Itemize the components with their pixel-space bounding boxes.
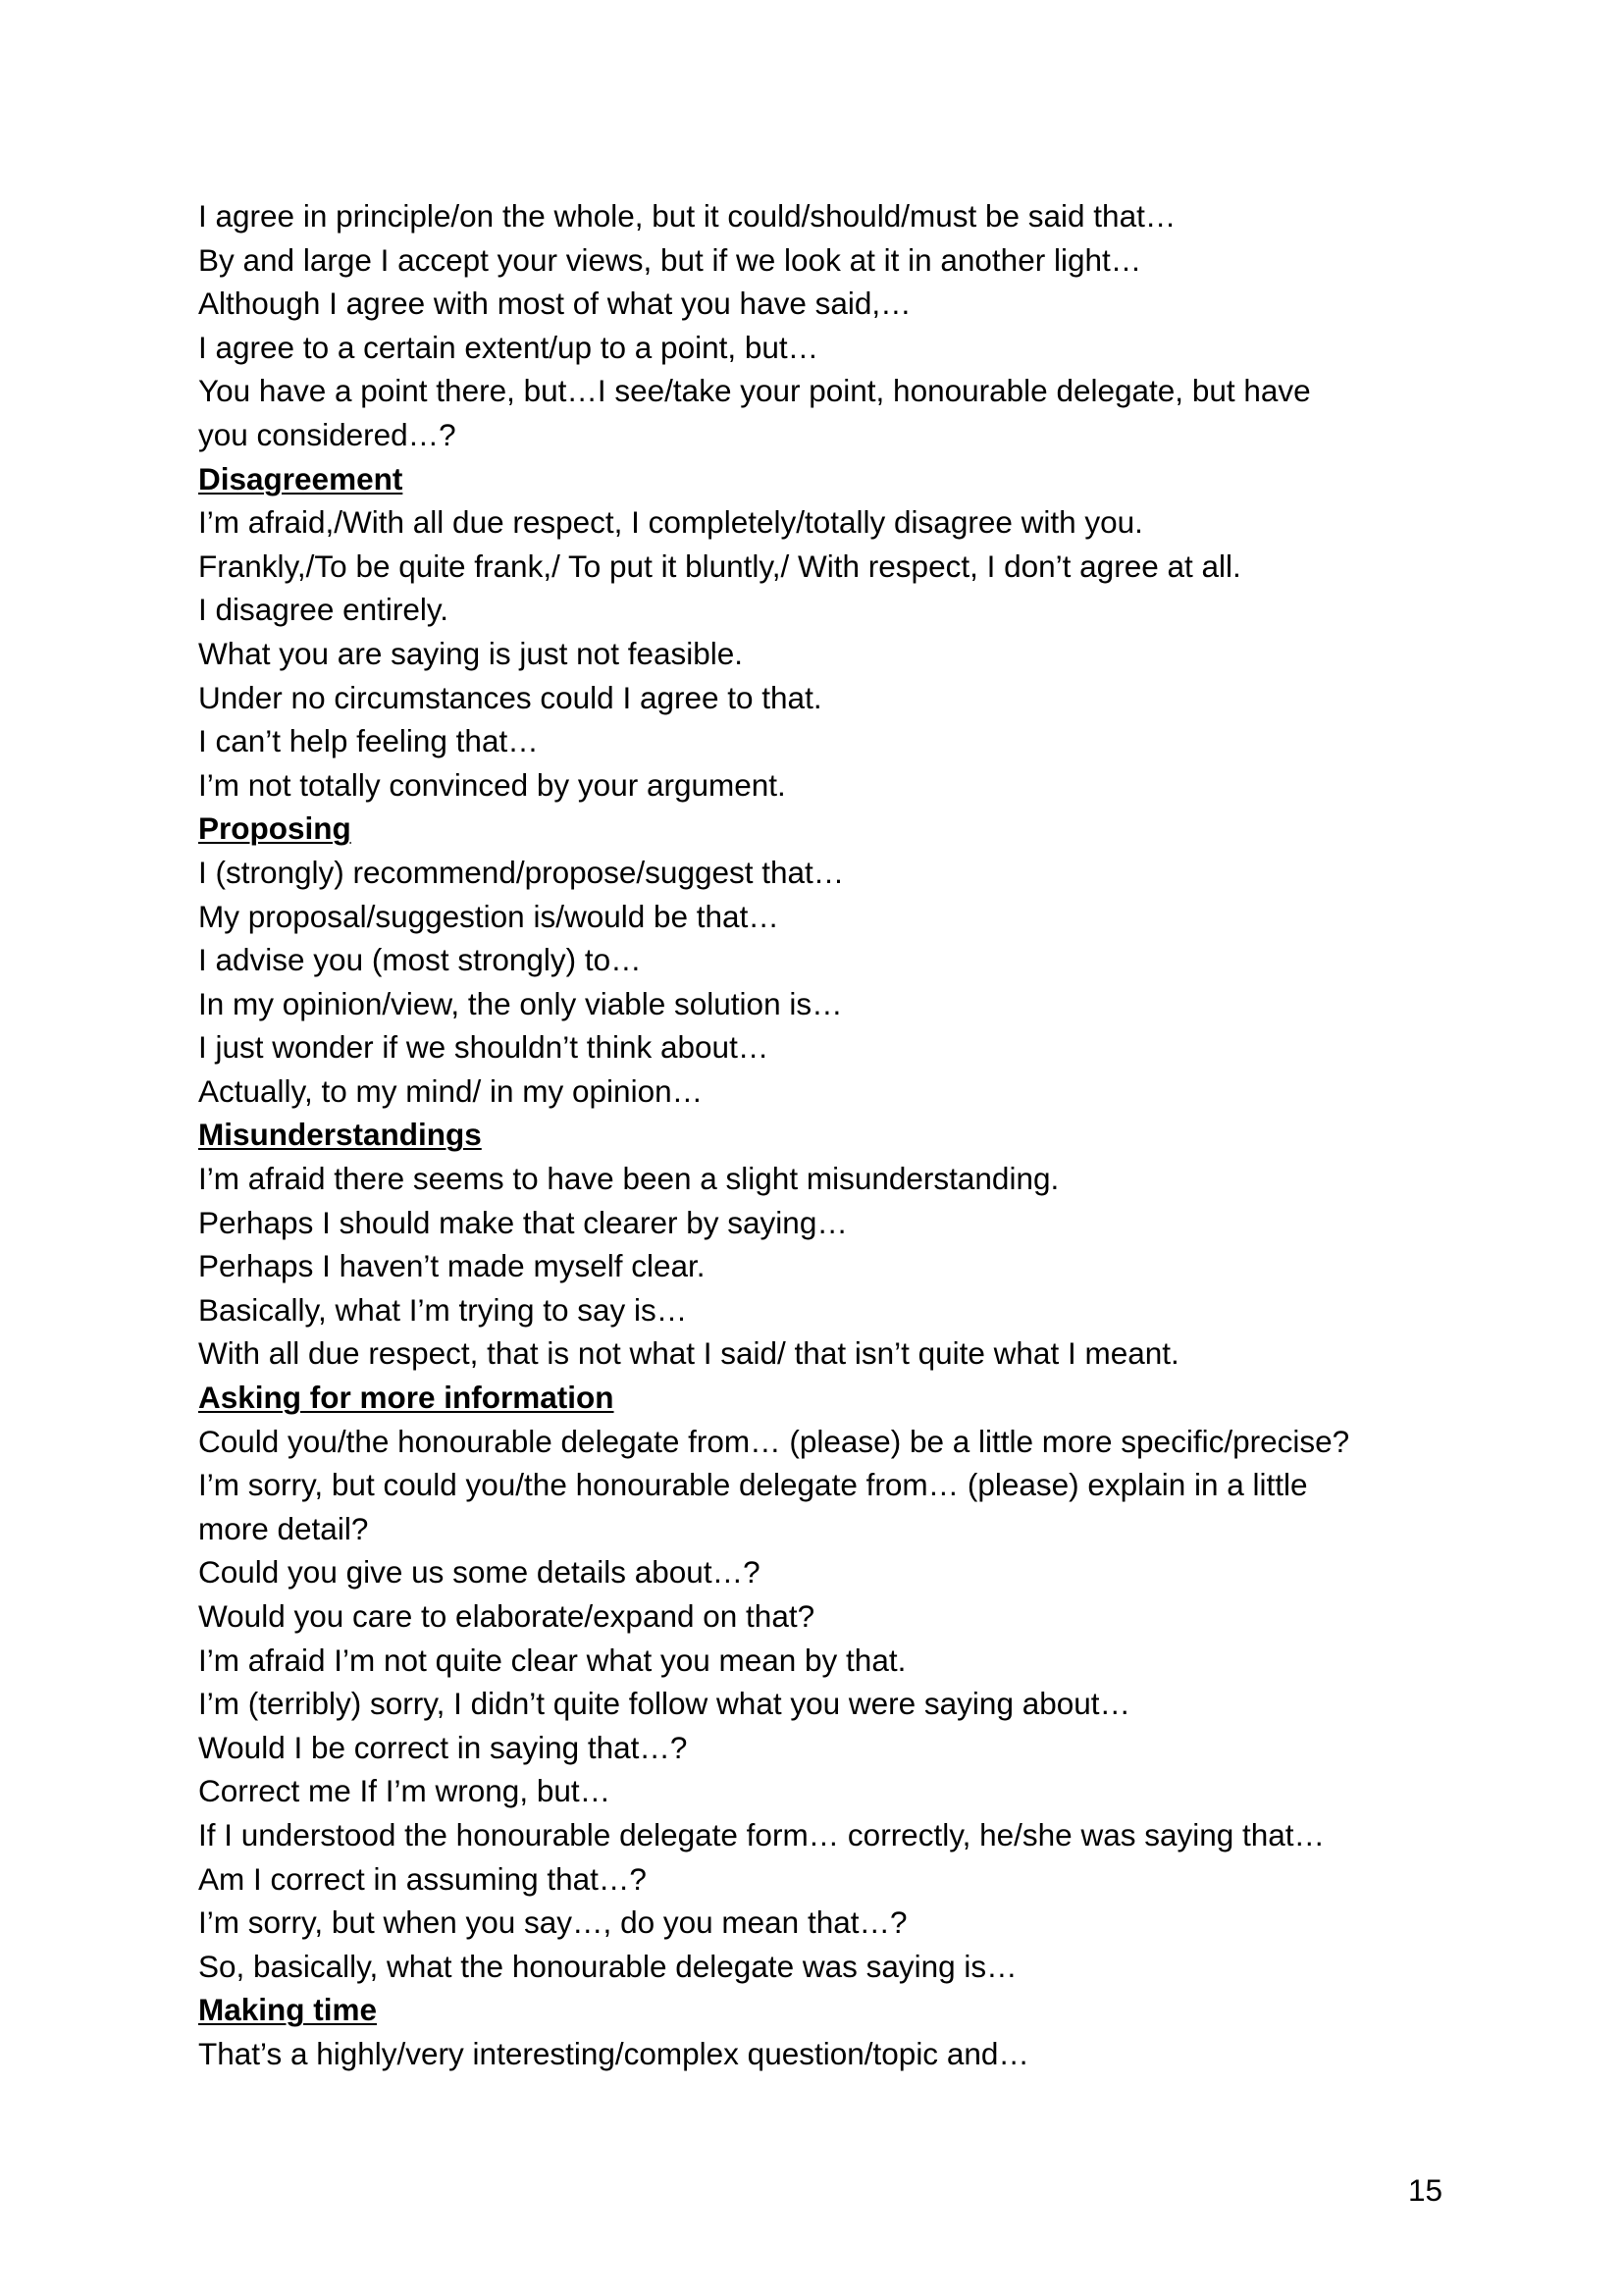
phrase-line: Basically, what I’m trying to say is… bbox=[198, 1291, 688, 1328]
phrase-line: Perhaps I haven’t made myself clear. bbox=[198, 1248, 706, 1284]
phrase-line: I’m not totally convinced by your argument. bbox=[198, 766, 786, 803]
phrase-line: Under no circumstances could I agree to that. bbox=[198, 679, 822, 715]
phrase-line: more detail? bbox=[198, 1510, 369, 1546]
phrase-line: I disagree entirely. bbox=[198, 592, 449, 628]
phrase-line: I just wonder if we shouldn’t think about… bbox=[198, 1029, 769, 1066]
phrase-line: By and large I accept your views, but if we look at it in another light… bbox=[198, 241, 1142, 278]
phrase-line: you considered…? bbox=[198, 416, 456, 452]
phrase-line: I can’t help feeling that… bbox=[198, 723, 539, 759]
phrase-line: If I understood the honourable delegate form… correctly, he/she was saying that… bbox=[198, 1816, 1326, 1852]
document-body bbox=[198, 194, 1464, 2076]
phrase-line: My proposal/suggestion is/would be that… bbox=[198, 898, 779, 934]
section-heading: Misunderstandings bbox=[198, 1117, 482, 1153]
section-heading: Disagreement bbox=[198, 460, 403, 496]
phrase-line: Am I correct in assuming that…? bbox=[198, 1860, 647, 1897]
phrase-line: With all due respect, that is not what I said/ that isn’t quite what I meant. bbox=[198, 1335, 1179, 1372]
phrase-line: I’m sorry, but when you say…, do you mean that…? bbox=[198, 1904, 908, 1941]
phrase-line: Would I be correct in saying that…? bbox=[198, 1729, 688, 1765]
phrase-line: In my opinion/view, the only viable solution is… bbox=[198, 985, 843, 1021]
phrase-line: Could you/the honourable delegate from… (please) be a little more specific/precise? bbox=[198, 1423, 1350, 1459]
section-heading: Making time bbox=[198, 1992, 378, 2028]
phrase-line: I’m afraid I’m not quite clear what you mean by that. bbox=[198, 1642, 907, 1678]
phrase-line: I’m afraid there seems to have been a slight misunderstanding. bbox=[198, 1161, 1060, 1197]
phrase-line: Frankly,/To be quite frank,/ To put it bluntly,/ With respect, I don’t agree at all. bbox=[198, 548, 1241, 584]
phrase-line: I advise you (most strongly) to… bbox=[198, 942, 642, 978]
phrase-line: Actually, to my mind/ in my opinion… bbox=[198, 1072, 704, 1109]
phrase-line: Could you give us some details about…? bbox=[198, 1554, 760, 1591]
phrase-line: So, basically, what the honourable delegate was saying is… bbox=[198, 1948, 1018, 1984]
phrase-line: Although I agree with most of what you have said,… bbox=[198, 286, 912, 322]
section-heading: Asking for more information bbox=[198, 1380, 614, 1416]
phrase-line: I’m afraid,/With all due respect, I completely/totally disagree with you. bbox=[198, 504, 1143, 541]
phrase-line: That’s a highly/very interesting/complex question/topic and… bbox=[198, 2035, 1029, 2071]
phrase-line: I’m (terribly) sorry, I didn’t quite follow what you were saying about… bbox=[198, 1686, 1131, 1722]
phrase-line: I agree to a certain extent/up to a point, but… bbox=[198, 329, 819, 365]
page-number: 15 bbox=[1408, 2172, 1443, 2208]
phrase-line: What you are saying is just not feasible. bbox=[198, 635, 744, 671]
phrase-line: I agree in principle/on the whole, but it could/should/must be said that… bbox=[198, 198, 1177, 234]
phrase-line: You have a point there, but…I see/take your point, honourable delegate, but have bbox=[198, 373, 1311, 409]
section-heading: Proposing bbox=[198, 810, 351, 847]
phrase-line: I’m sorry, but could you/the honourable delegate from… (please) explain in a little bbox=[198, 1467, 1308, 1503]
phrase-line: Would you care to elaborate/expand on that? bbox=[198, 1598, 815, 1634]
phrase-line: Correct me If I’m wrong, but… bbox=[198, 1773, 611, 1809]
phrase-line: Perhaps I should make that clearer by saying… bbox=[198, 1204, 848, 1240]
phrase-line: I (strongly) recommend/propose/suggest that… bbox=[198, 854, 845, 890]
